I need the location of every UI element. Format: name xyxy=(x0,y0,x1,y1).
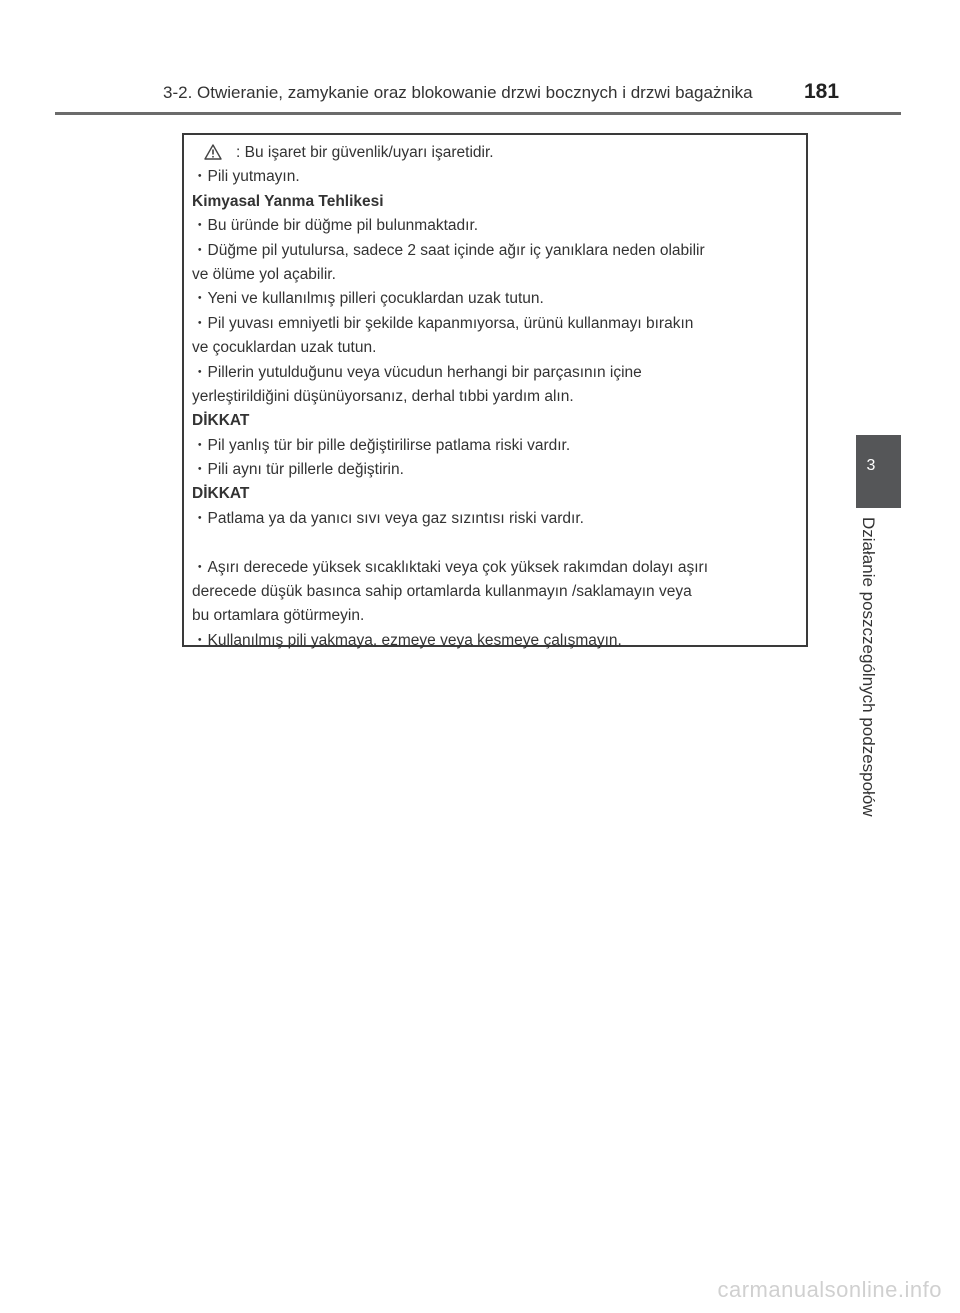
warning-text-line: ・Düğme pil yutulursa, sadece 2 saat içinde ağır iç yanıklara neden olabilir xyxy=(192,241,705,259)
warning-text-line: ・Bu üründe bir düğme pil bulunmaktadır. xyxy=(192,217,479,235)
warning-text-line xyxy=(192,531,798,555)
chapter-tab xyxy=(856,435,901,508)
warning-lines xyxy=(192,165,798,653)
warning-header-text: : Bu işaret bir güvenlik/uyarı işaretidir. xyxy=(236,144,494,161)
warning-section-heading: DİKKAT xyxy=(192,412,250,430)
page-header-title: 3-2. Otwieranie, zamykanie oraz blokowanie drzwi bocznych i drzwi bagażnika xyxy=(163,83,753,102)
warning-text-line: ve çocuklardan uzak tutun. xyxy=(192,339,377,357)
warning-text-line: ・Pili aynı tür pillerle değiştirin. xyxy=(192,461,404,479)
chapter-title-vertical-wrap xyxy=(858,517,888,862)
warning-text-line: ・Pili yutmayın. xyxy=(192,168,300,186)
warning-section-heading: DİKKAT xyxy=(192,485,250,503)
warning-text-line: ・Yeni ve kullanılmış pilleri çocuklardan uzak tutun. xyxy=(192,290,544,308)
chapter-number: 3 xyxy=(866,457,876,474)
warning-text-line: ・Aşırı derecede yüksek sıcaklıktaki veya çok yüksek rakımdan dolayı aşırı xyxy=(192,558,709,576)
warning-header-line xyxy=(192,141,798,165)
header-divider xyxy=(55,112,901,115)
warning-text-line: ve ölüme yol açabilir. xyxy=(192,265,336,283)
warning-text-line: ・Patlama ya da yanıcı sıvı veya gaz sızıntısı riski vardır. xyxy=(192,509,584,527)
warning-text-line: ・Pil yuvası emniyetli bir şekilde kapanmıyorsa, ürünü kullanmayı bırakın xyxy=(192,314,694,332)
warning-text-line: ・Pillerin yutulduğunu veya vücudun herhangi bir parçasının içine xyxy=(192,363,642,381)
warning-section-heading: Kimyasal Yanma Tehlikesi xyxy=(192,192,384,210)
warning-text-line: ・Pil yanlış tür bir pille değiştirilirse patlama riski vardır. xyxy=(192,436,571,454)
warning-text-line: yerleştirildiğini düşünüyorsanız, derhal tıbbi yardım alın. xyxy=(192,387,574,405)
chapter-title: Działanie poszczególnych podzespołów xyxy=(859,517,878,817)
warning-text-line: bu ortamlara götürmeyin. xyxy=(192,607,365,625)
warning-text-line: derecede düşük basınca sahip ortamlarda kullanmayın /saklamayın veya xyxy=(192,583,692,601)
warning-text-line: ・Kullanılmış pili yakmaya, ezmeye veya kesmeye çalışmayın. xyxy=(192,631,622,649)
battery-warning-box xyxy=(182,133,808,647)
site-watermark: carmanualsonline.info xyxy=(717,1277,942,1302)
page-number: 181 xyxy=(804,80,840,103)
